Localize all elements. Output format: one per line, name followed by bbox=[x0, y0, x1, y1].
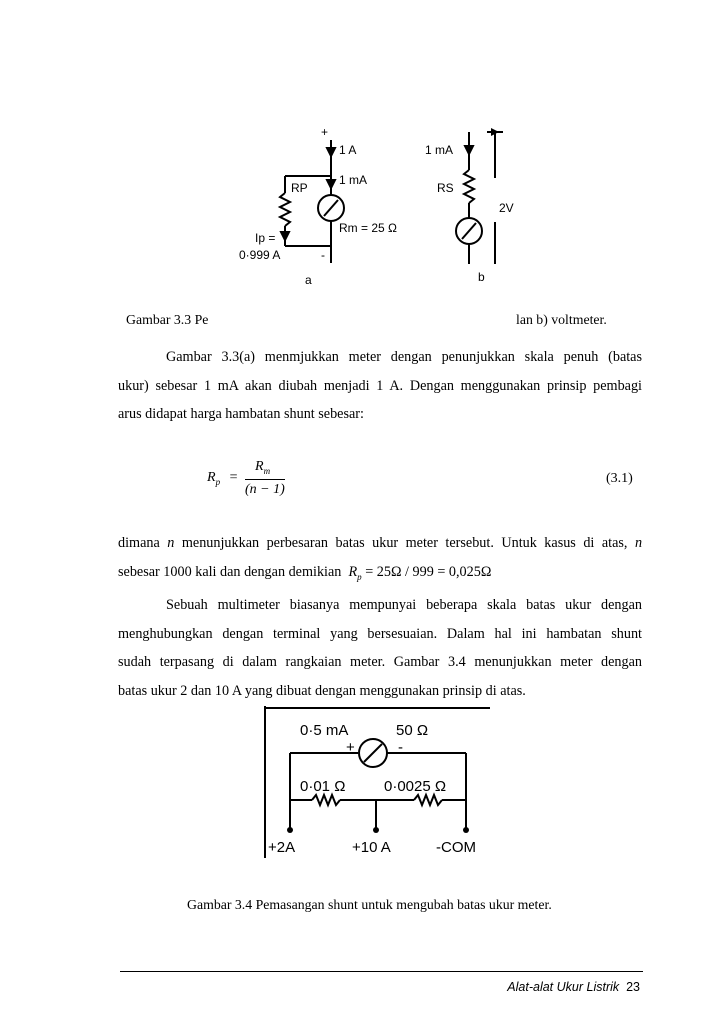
p2-text-b: menunjukkan perbesaran batas ukur meter tersebut. Untuk kasus di atas, bbox=[181, 535, 628, 551]
figure-3-4-caption: Gambar 3.4 Pemasangan shunt untuk mengubah batas ukur meter. bbox=[187, 897, 552, 912]
paragraph-1-line: arus didapat harga hambatan shunt sebesar: bbox=[118, 406, 364, 422]
fig33a-current-in: 1 A bbox=[339, 143, 357, 157]
p2-eq-r: R bbox=[348, 563, 358, 580]
paragraph-1 bbox=[118, 343, 642, 429]
equation-fraction-bar bbox=[245, 479, 285, 480]
fig34-terminal-2a: +2A bbox=[268, 839, 296, 856]
paragraph-2-line-2 bbox=[118, 558, 642, 591]
paragraph-3-line: menghubungkan dengan terminal yang bersesuaian. Dalam hal ini hambatan shunt bbox=[118, 625, 642, 642]
footer-title: Alat-alat Ukur Listrik bbox=[507, 980, 620, 994]
footer bbox=[507, 980, 640, 994]
equation-number: (3.1) bbox=[606, 471, 633, 486]
fig34-meter-resistance: 50 Ω bbox=[396, 722, 429, 739]
figure-3-3 bbox=[225, 118, 525, 308]
figure-3-3-caption-left: Gambar 3.3 Pe bbox=[126, 312, 209, 327]
equation-equals: = bbox=[229, 470, 238, 485]
fig33a-minus: - bbox=[321, 248, 325, 262]
fig34-minus: - bbox=[398, 739, 403, 756]
fig34-meter-current: 0·5 mA bbox=[300, 722, 349, 739]
fig33a-meter-current: 1 mA bbox=[339, 173, 368, 187]
figure-3-3-caption-right: lan b) voltmeter. bbox=[516, 312, 607, 327]
equation-numerator bbox=[255, 459, 270, 476]
p2-n2: n bbox=[634, 535, 643, 551]
fig33a-plus: + bbox=[321, 125, 329, 139]
equation-lhs-r: R bbox=[207, 470, 216, 485]
footer-rule bbox=[120, 971, 643, 972]
fig33a-rm-label: Rm = 25 Ω bbox=[339, 221, 397, 235]
figure-3-4 bbox=[262, 706, 492, 858]
p2-eq-rest: = 25Ω / 999 = 0,025Ω bbox=[365, 563, 492, 580]
fig33a-ip-label: Ip = bbox=[255, 231, 276, 245]
paragraph-3-line: sudah terpasang di dalam rangkaian meter. Gambar 3.4 menunjukkan meter dengan bbox=[118, 654, 642, 670]
equation-lhs bbox=[207, 470, 237, 487]
paragraph-3-line: batas ukur 2 dan 10 A yang dibuat dengan menggunakan prinsip di atas. bbox=[118, 682, 526, 699]
fig33b-voltage: 2V bbox=[499, 201, 514, 215]
equation-numerator-r: R bbox=[255, 459, 264, 474]
fig33b-current: 1 mA bbox=[425, 143, 454, 157]
paragraph-2 bbox=[118, 529, 642, 591]
paragraph-3 bbox=[118, 591, 642, 705]
paragraph-1-line: ukur) sebesar 1 mA akan diubah menjadi 1 A. Dengan menggunakan prinsip pembagi bbox=[118, 377, 642, 394]
fig33b-rs-label: RS bbox=[437, 181, 454, 195]
fig34-terminal-10a: +10 A bbox=[352, 839, 391, 856]
paragraph-2-line-1 bbox=[118, 529, 642, 558]
p2-text-a: dimana bbox=[118, 535, 160, 551]
p2-eq-sub: p bbox=[357, 571, 362, 582]
p2-text-c: sebesar 1000 kali dan dengan demikian bbox=[118, 563, 342, 580]
equation-lhs-sub: p bbox=[215, 476, 221, 487]
equation-numerator-sub: m bbox=[263, 465, 271, 476]
fig34-r2: 0·0025 Ω bbox=[384, 778, 447, 795]
fig33b-sub-label: b bbox=[478, 270, 485, 284]
page-number: 23 bbox=[626, 980, 640, 994]
fig34-terminal-com: -COM bbox=[436, 839, 476, 856]
fig33a-ip-value: 0·999 A bbox=[239, 248, 281, 262]
fig34-plus: + bbox=[346, 739, 355, 756]
fig33a-sub-label: a bbox=[305, 273, 312, 287]
fig33a-rp-label: RP bbox=[291, 181, 308, 195]
p2-n: n bbox=[167, 535, 175, 551]
paragraph-1-line: Gambar 3.3(a) menmjukkan meter dengan penunjukkan skala penuh (batas bbox=[166, 349, 642, 365]
fig34-r1: 0·01 Ω bbox=[300, 778, 346, 795]
paragraph-3-line: Sebuah multimeter biasanya mempunyai beberapa skala batas ukur dengan bbox=[166, 597, 642, 613]
equation-denominator: (n − 1) bbox=[245, 482, 285, 497]
